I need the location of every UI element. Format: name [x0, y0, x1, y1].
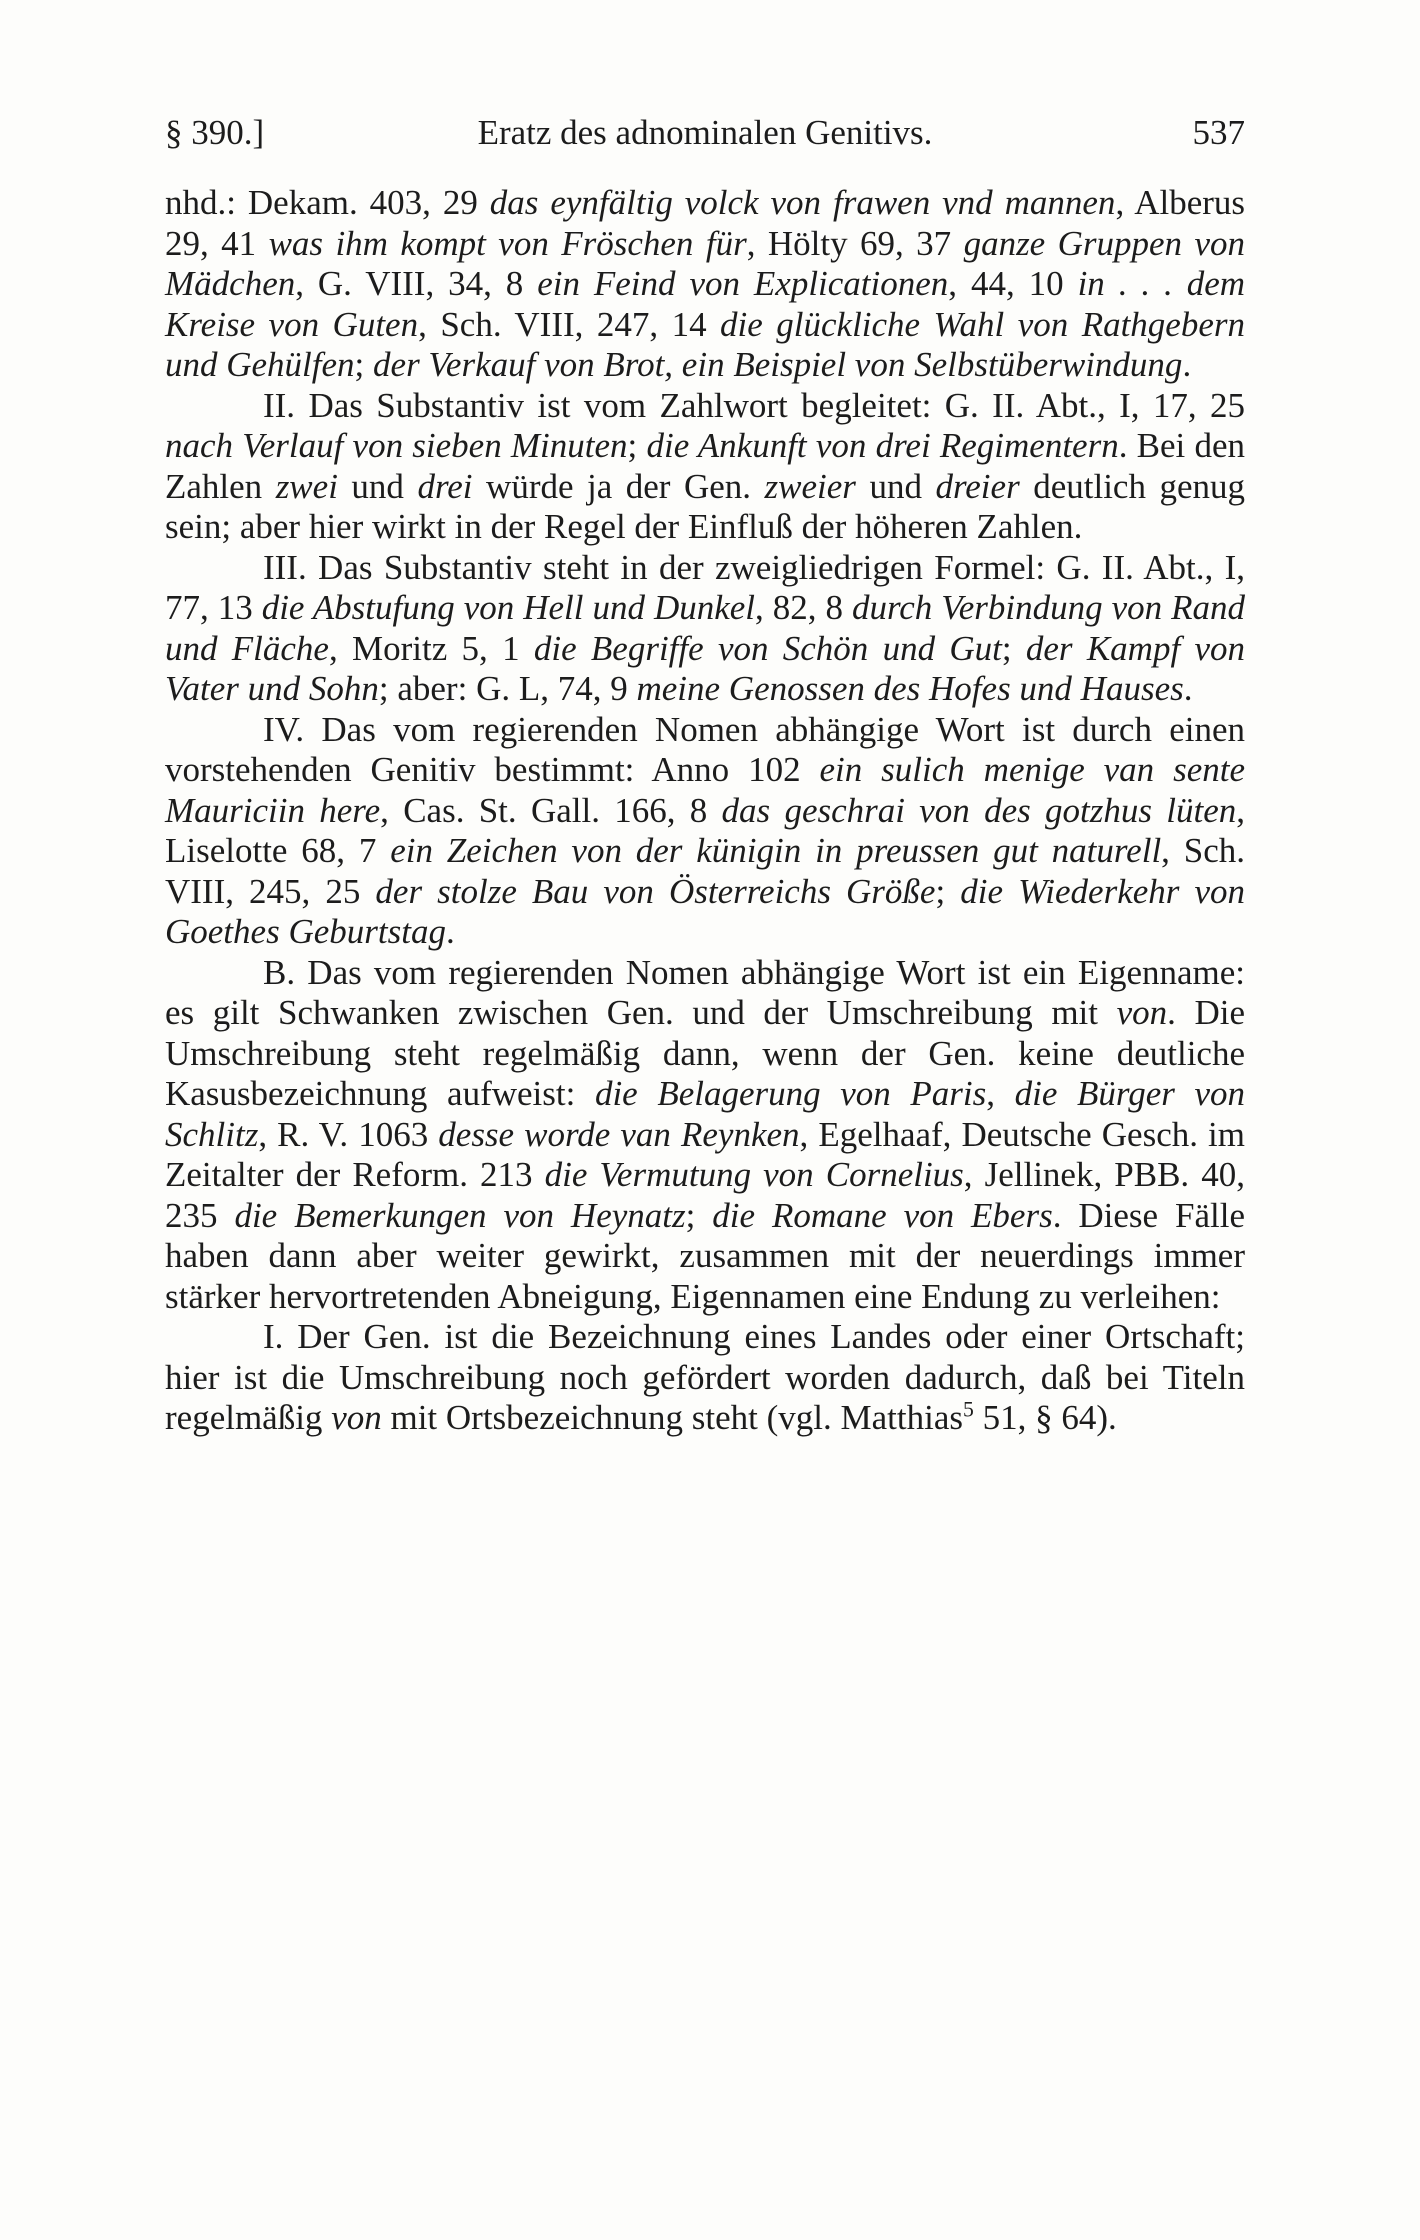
text-run: und [855, 466, 936, 506]
paragraph [165, 183, 1245, 386]
italic-citation: durch Verbindung von Rand und Fläche [165, 588, 1246, 668]
body-text [165, 183, 1245, 1439]
italic-citation: die Ankunft von drei Regimentern [646, 426, 1119, 465]
italic-citation: die Romane von Ebers [712, 1195, 1053, 1235]
text-run: . Die Umschreibung steht regelmäßig dann, wenn der Gen. keine deutliche Kasusbezeichnung aufweist: [165, 993, 1246, 1113]
paragraph [165, 710, 1245, 953]
text-run: . [1183, 669, 1193, 708]
italic-citation: die Bemerkungen von Heynatz [234, 1195, 686, 1235]
paragraph [165, 953, 1245, 1318]
text-run: mit Ortsbezeichnung steht (vgl. Matthias [381, 1398, 964, 1437]
italic-citation: der Kampf von Vater und Sohn [165, 628, 1245, 708]
text-run: III. Das Substantiv steht in der zweigliedrigen Formel: G. II. Abt., I, 77, 13 [165, 547, 1245, 627]
italic-citation: meine Genossen des Hofes und Hauses [636, 669, 1184, 708]
italic-citation: ganze Gruppen von Mädchen [165, 223, 1246, 303]
text-run: , 44, 10 [948, 264, 1078, 303]
italic-citation: das geschrai von des gotzhus lüten [721, 790, 1237, 830]
italic-citation: der stolze Bau von Österreichs Größe [375, 871, 936, 911]
text-run: 51, § 64). [973, 1398, 1117, 1437]
paragraph [165, 386, 1245, 548]
text-run: , Sch. VIII, 247, 14 [418, 304, 721, 344]
text-run: ; [627, 426, 647, 465]
text-run: deutlich genug sein; aber hier wirkt in der Regel der Einfluß der höheren Zahlen. [165, 466, 1245, 546]
italic-citation: nach Verlauf von sieben Minuten [165, 426, 628, 465]
text-run: ; aber: G. L, 74, 9 [378, 669, 637, 708]
text-run: und [337, 466, 418, 506]
text-run: ; [685, 1195, 713, 1235]
text-run: I. Der Gen. ist die Bezeichnung eines Landes oder einer Ortschaft; hier ist die Umschreibung noch gefördert worden dadurch, daß bei Titeln regelmäßig [165, 1317, 1245, 1437]
italic-citation: in . . . dem Kreise von Guten [165, 264, 1246, 344]
italic-citation: ein Zeichen von der künigin in preussen gut naturell [390, 831, 1162, 870]
text-run: nhd.: Dekam. 403, 29 [165, 183, 490, 222]
italic-citation: das eynfältig volck von frawen vnd mannen [489, 183, 1116, 222]
text-run: ; [354, 345, 374, 384]
text-run: , [986, 1074, 1015, 1113]
italic-citation: was ihm kompt von Fröschen für [268, 223, 747, 263]
text-run: . [445, 912, 455, 951]
text-run: , Hölty 69, 37 [746, 223, 964, 263]
text-run: , Egelhaaf, Deutsche Gesch. im Zeitalter der Reform. 213 [165, 1114, 1245, 1194]
text-run: , 82, 8 [755, 588, 852, 627]
italic-citation: der Verkauf von Brot, ein Beispiel von Selbstüberwindung [373, 345, 1183, 384]
text-run: ; [1001, 628, 1026, 668]
italic-citation: die Belagerung von Paris [594, 1074, 987, 1113]
italic-citation: drei [417, 466, 473, 506]
text-run: . [1182, 345, 1192, 384]
italic-citation: die Bürger von Schlitz [165, 1074, 1246, 1154]
paragraph [165, 548, 1245, 710]
italic-citation: ein sulich menige van sente Mauriciin here [165, 750, 1245, 830]
italic-citation: dreier [935, 466, 1020, 506]
page-number: 537 [1192, 113, 1245, 152]
section-number: § 390.] [165, 113, 265, 152]
italic-citation: von [1116, 993, 1168, 1032]
italic-citation: die Abstufung von Hell und Dunkel [261, 588, 756, 627]
text-run: IV. Das vom regierenden Nomen abhängige Wort ist durch einen vorstehenden Genitiv bestimmt: Anno 102 [165, 709, 1245, 789]
italic-citation: ein Feind von Explicationen [537, 264, 949, 303]
text-run: B. Das vom regierenden Nomen abhängige Wort ist ein Eigenname: es gilt Schwanken zwischen Gen. und der Umschreibung mit [165, 952, 1245, 1032]
italic-citation: die Wiederkehr von Goethes Geburtstag [165, 871, 1245, 951]
italic-citation: die glückliche Wahl von Rathgebern und Gehülfen [165, 304, 1245, 384]
text-run: , Jellinek, PBB. 40, 235 [165, 1155, 1245, 1235]
text-run: , Sch. VIII, 245, 25 [165, 831, 1245, 911]
text-run: . Diese Fälle haben dann aber weiter gewirkt, zusammen mit der neuerdings immer stärker hervortretenden Abneigung, Eigennamen eine Endung zu verleihen: [165, 1195, 1245, 1316]
italic-citation: zwei [275, 466, 338, 506]
italic-citation: von [331, 1398, 382, 1437]
italic-citation: die Begriffe von Schön und Gut [533, 628, 1002, 668]
text-run: II. Das Substantiv ist vom Zahlwort begleitet: G. II. Abt., I, 17, 25 [263, 385, 1245, 425]
text-run: . Bei den Zahlen [165, 426, 1245, 506]
paragraph [165, 1317, 1245, 1439]
text-run: würde ja der Gen. [472, 466, 765, 506]
running-header [165, 108, 1245, 158]
running-title: Eratz des adnominalen Genitivs. [477, 113, 933, 152]
text-run: , Cas. St. Gall. 166, 8 [380, 790, 722, 830]
text-run: , R. V. 1063 [258, 1114, 439, 1154]
italic-citation: desse worde van Reynken [438, 1114, 800, 1154]
text-run: , Liselotte 68, 7 [165, 790, 1245, 870]
italic-citation: die Vermutung von Cornelius [544, 1155, 964, 1194]
text-run: , Moritz 5, 1 [328, 628, 534, 668]
italic-citation: zweier [764, 466, 856, 506]
text-run: , G. VIII, 34, 8 [295, 264, 538, 303]
text-run: , Alberus 29, 41 [165, 183, 1246, 263]
superscript: 5 [963, 1397, 974, 1422]
text-run: ; [935, 871, 961, 911]
